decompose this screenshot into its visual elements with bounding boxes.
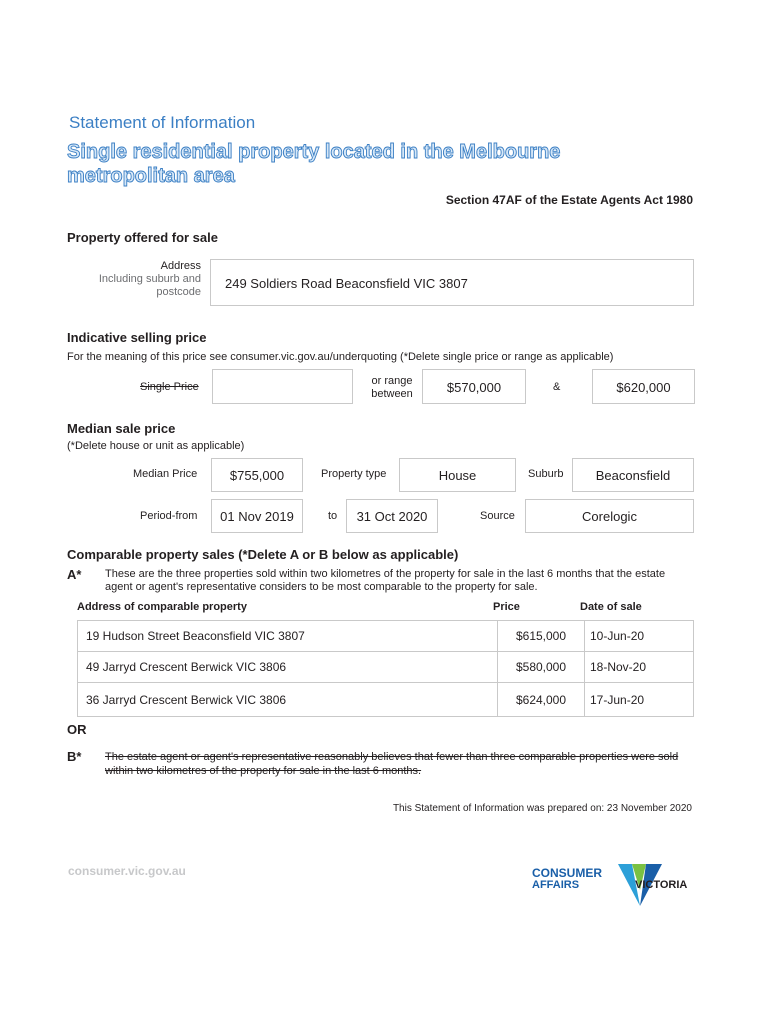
median-price-label: Median Price: [133, 468, 198, 480]
range-label-line2: between: [371, 388, 413, 400]
col-date-header: Date of sale: [580, 601, 642, 613]
source-field[interactable]: [525, 499, 694, 533]
act-reference: Section 47AF of the Estate Agents Act 1980: [445, 193, 693, 207]
logo-line3: VICTORIA: [635, 879, 688, 891]
comparable-date-cell[interactable]: 18-Nov-20: [585, 652, 694, 683]
median-heading: Median sale price: [67, 421, 176, 436]
table-row: [78, 683, 694, 717]
range-high-field[interactable]: [592, 369, 695, 404]
comparable-price-cell[interactable]: $615,000: [498, 621, 585, 652]
single-price-label: Single Price: [140, 381, 199, 393]
median-note: (*Delete house or unit as applicable): [67, 440, 245, 452]
col-address-header: Address of comparable property: [77, 601, 247, 613]
suburb-label: Suburb: [528, 468, 564, 480]
or-divider: OR: [67, 722, 87, 737]
col-price-header: Price: [493, 601, 520, 613]
property-type-field[interactable]: [399, 458, 516, 492]
single-price-field[interactable]: [212, 369, 353, 404]
option-a-marker: A*: [67, 567, 82, 582]
property-heading: Property offered for sale: [67, 230, 218, 245]
range-label: [364, 375, 420, 401]
range-ampersand: &: [553, 381, 561, 393]
document-title: Single residential property located in the Melbourne metropolitan area: [67, 141, 561, 187]
range-low-value: $570,000: [446, 380, 502, 395]
period-to-field[interactable]: [346, 499, 438, 533]
indicative-note: For the meaning of this price see consumer.vic.gov.au/underquoting (*Delete single price or range as applicable): [67, 351, 614, 363]
comparable-price-cell[interactable]: $580,000: [498, 652, 585, 683]
document-subtitle: Statement of Information: [69, 113, 256, 132]
address-field[interactable]: [210, 259, 694, 306]
address-label-line3: postcode: [156, 286, 201, 298]
logo-line2: AFFAIRS: [532, 879, 580, 891]
median-price-field[interactable]: [211, 458, 303, 492]
comparable-date-cell[interactable]: 17-Jun-20: [585, 683, 694, 717]
suburb-field[interactable]: [572, 458, 694, 492]
address-label-line2: Including suburb and: [98, 273, 201, 285]
period-from-label: Period-from: [140, 510, 198, 522]
period-from-field[interactable]: [211, 499, 303, 533]
logo-line1: CONSUMER: [532, 866, 603, 880]
property-type-label: Property type: [321, 468, 387, 480]
property-type-value: House: [438, 468, 477, 483]
period-to-value: 31 Oct 2020: [356, 509, 428, 524]
period-from-value: 01 Nov 2019: [220, 509, 294, 524]
comparable-address-cell[interactable]: 36 Jarryd Crescent Berwick VIC 3806: [78, 683, 498, 717]
prepared-date: This Statement of Information was prepared on: 23 November 2020: [392, 803, 692, 814]
address-label-line1: Address: [160, 260, 201, 272]
address-value: 249 Soldiers Road Beaconsfield VIC 3807: [225, 276, 468, 291]
source-label: Source: [480, 510, 515, 522]
period-to-label: to: [328, 510, 338, 522]
comparable-address-cell[interactable]: 19 Hudson Street Beaconsfield VIC 3807: [78, 621, 498, 652]
address-label: [99, 260, 201, 299]
comparable-heading: Comparable property sales (*Delete A or B below as applicable): [67, 547, 459, 562]
median-price-value: $755,000: [229, 468, 285, 483]
comparable-address-cell[interactable]: 49 Jarryd Crescent Berwick VIC 3806: [78, 652, 498, 683]
source-value: Corelogic: [582, 509, 637, 524]
option-b-text: The estate agent or agent's representative reasonably believes that fewer than three comparable properties were sold within two kilometres of the property for sale in the last 6 months.: [105, 751, 679, 777]
range-high-value: $620,000: [616, 380, 671, 395]
consumer-affairs-logo: [530, 862, 698, 910]
table-row: [78, 652, 694, 683]
option-b-marker: B*: [67, 749, 82, 764]
website-link[interactable]: consumer.vic.gov.au: [68, 864, 186, 878]
comparable-table: [77, 620, 694, 717]
suburb-value: Beaconsfield: [595, 468, 671, 483]
table-row: [78, 621, 694, 652]
indicative-heading: Indicative selling price: [67, 330, 207, 345]
range-label-line1: or range: [371, 375, 413, 387]
range-low-field[interactable]: [422, 369, 526, 404]
comparable-date-cell[interactable]: 10-Jun-20: [585, 621, 694, 652]
comparable-price-cell[interactable]: $624,000: [498, 683, 585, 717]
option-a-text: These are the three properties sold within two kilometres of the property for sale in the last 6 months that the estate agent or agent's representative considers to be most comparable to the property for sale.: [105, 568, 666, 593]
